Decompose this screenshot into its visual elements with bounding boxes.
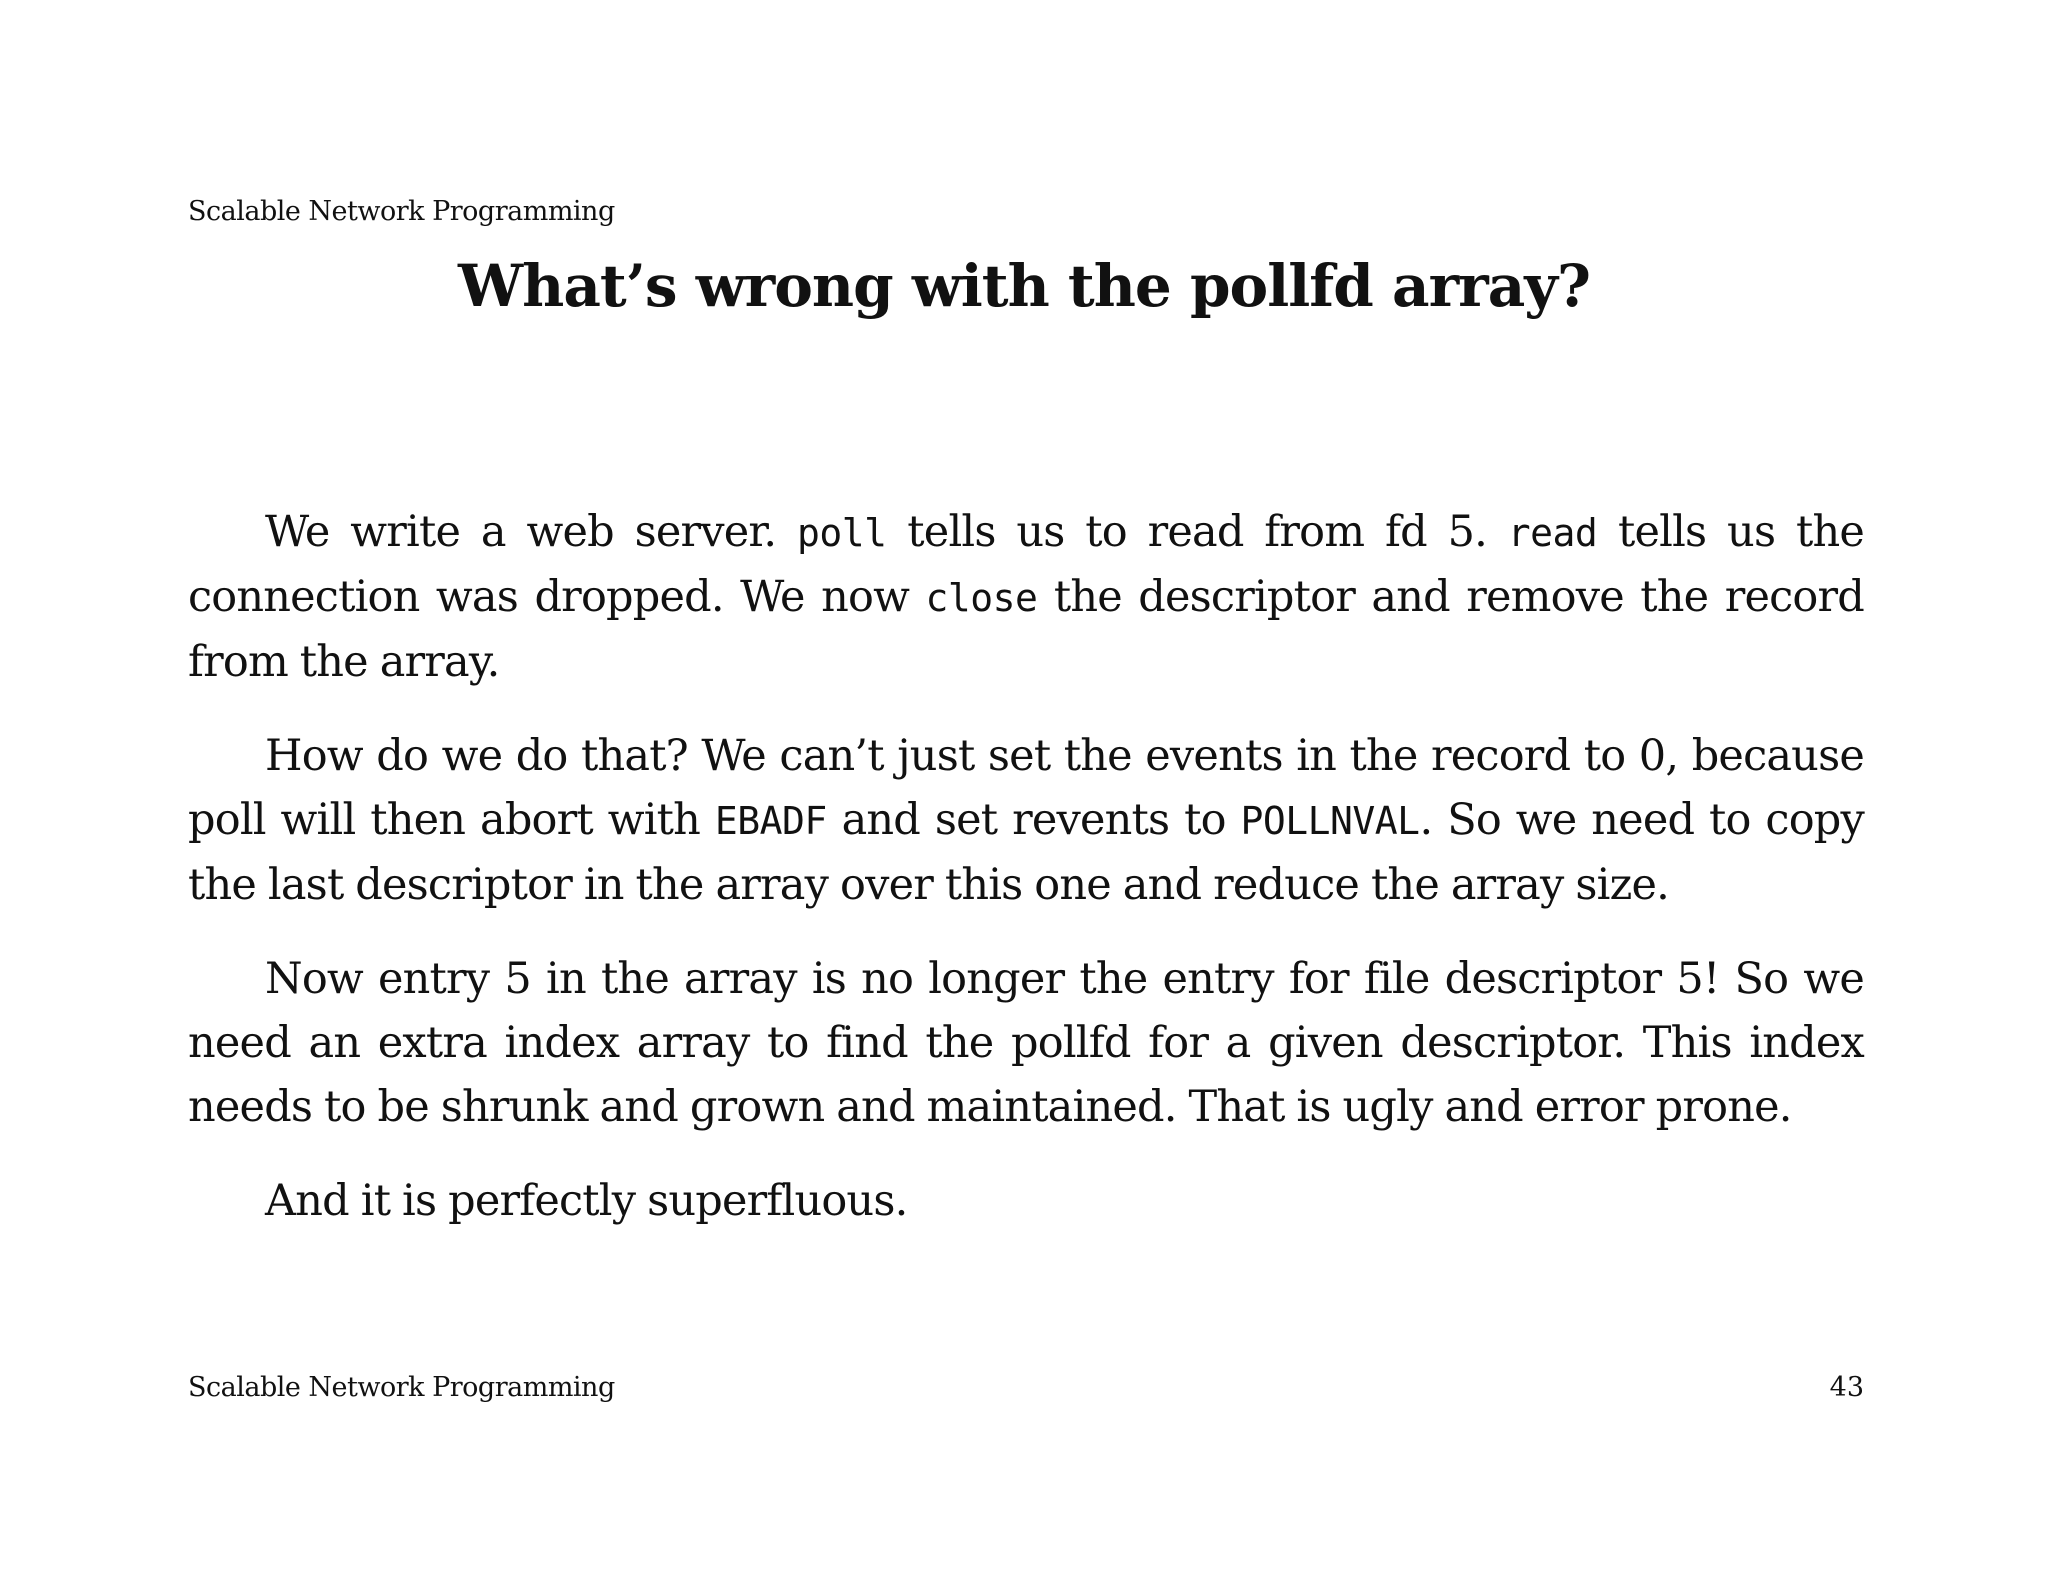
code-pollnval: POLLNVAL (1240, 799, 1420, 843)
footer-running-title: Scalable Network Programming (188, 1372, 615, 1403)
page-number: 43 (1829, 1372, 1864, 1403)
p2-text-3: . So we need to copy the last descriptor in the array over this one and reduce the array size. (188, 795, 1865, 910)
paragraph-3: Now entry 5 in the array is no longer the entry for file descriptor 5! So we need an extra index array to find the pollfd for a given descriptor. This index needs to be shrunk and grown and maintained. That is ugly and error prone. (188, 954, 1864, 1132)
p1-text-3: tells us the connection was dropped. We now (188, 507, 1864, 622)
paragraph-2 (188, 724, 1864, 917)
code-ebadf: EBADF (714, 799, 827, 843)
running-header: Scalable Network Programming (188, 196, 615, 227)
slide-body (188, 500, 1864, 1263)
p2-text-2: and set revents to (826, 795, 1241, 845)
slide-title: What’s wrong with the pollfd array? (458, 252, 1590, 320)
code-close: close (925, 576, 1038, 620)
p1-text-1: We write a web server. (265, 507, 798, 557)
paragraph-1 (188, 500, 1864, 694)
p1-text-2: tells us to read from fd 5. (886, 507, 1508, 557)
paragraph-4: And it is perfectly superfluous. (265, 1176, 908, 1226)
code-read: read (1507, 511, 1598, 555)
p1-text-4: the descriptor and remove the record from the array. (188, 572, 1865, 687)
code-poll: poll (797, 511, 887, 555)
p2-text-1: How do we do that? We can’t just set the events in the record to 0, because poll will then abort with (188, 731, 1864, 845)
